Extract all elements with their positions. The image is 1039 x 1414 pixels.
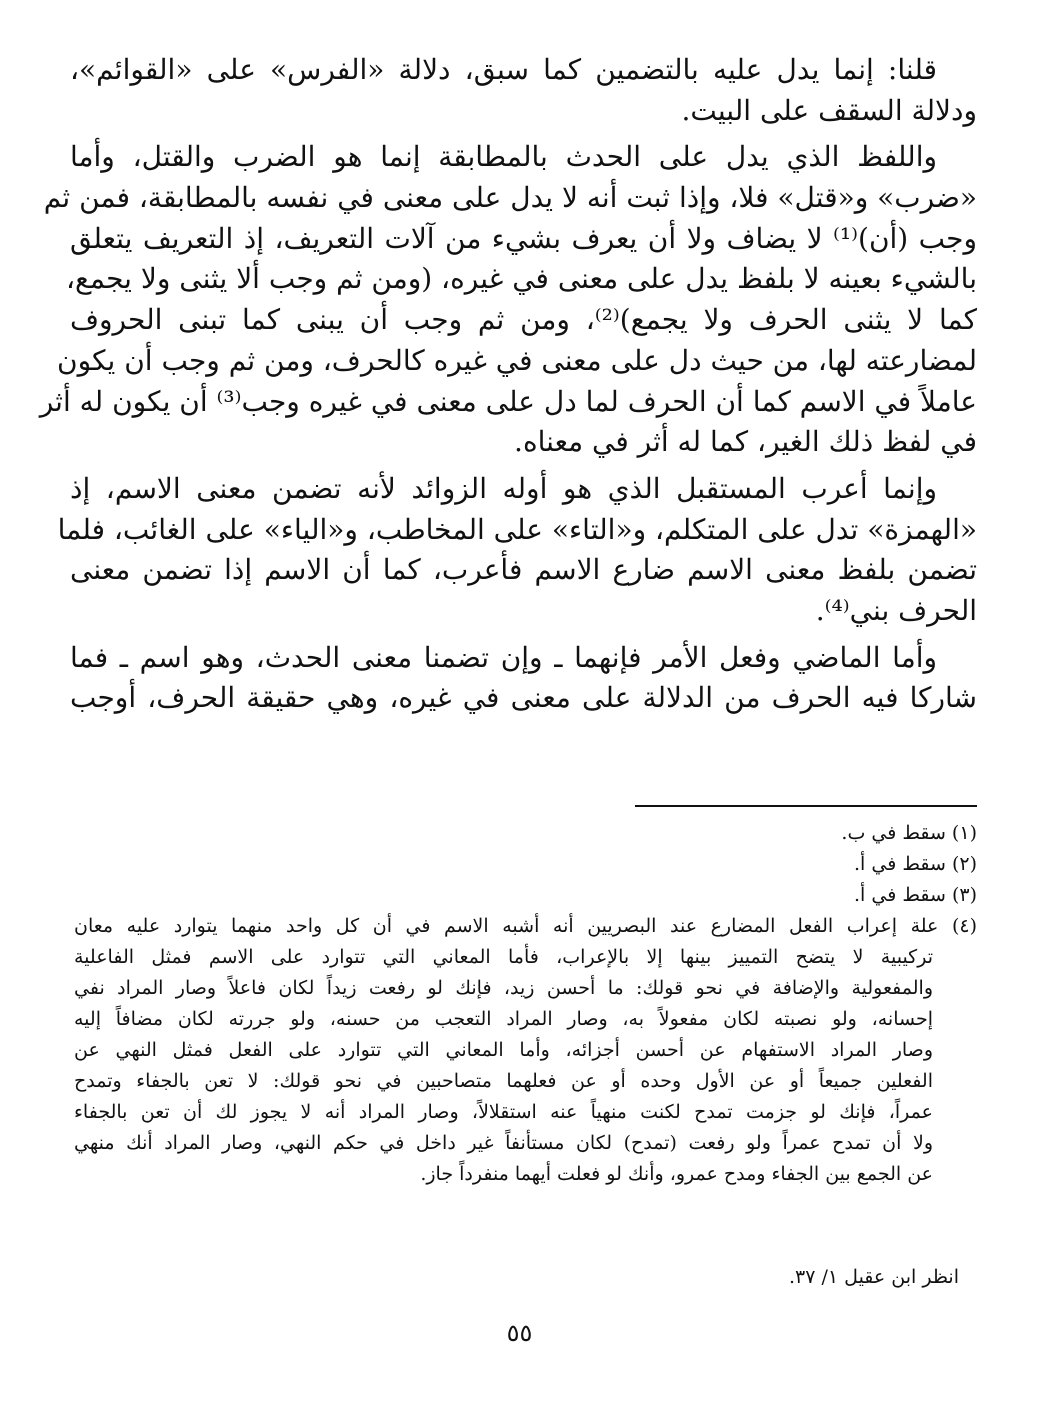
- text-line: في لفظ ذلك الغير، كما له أثر في معناه.: [514, 425, 977, 459]
- footnote-line: (٤) علة إعراب الفعل المضارع عند البصريين أنه أشبه الاسم في أن كل واحد منهما يتوارد عليه معان: [74, 915, 977, 937]
- footnote-line: عمراً، فإنك لو جزمت تمدح لكنت منهياً عنه استقلالاً، وصار المراد أنه لا يجوز لك أن تعن بالجفاء: [74, 1101, 933, 1123]
- footnote-line: ولا أن تمدح عمراً ولو رفعت (تمدح) لكان مستأنفاً غير داخل في حكم النهي، وصار المراد أنك منهي: [74, 1132, 933, 1154]
- footnote-line: وصار المراد الاستفهام عن أحسن أجزائه، وأما المعاني التي تتوارد على الفعل فمثل النهي عن: [74, 1039, 933, 1061]
- text-line: ودلالة السقف على البيت.: [681, 93, 977, 127]
- text-line: قلنا: إنما يدل عليه بالتضمين كما سبق، دلالة «الفرس» على «القوائم»،: [70, 53, 937, 86]
- footnote-line: والمفعولية والإضافة في نحو قولك: ما أحسن زيد، فإنك لو رفعت زيداً لكان فاعلاً وصار المراد نفي: [74, 977, 933, 999]
- text-line: كما لا يثنى الحرف ولا يجمع)⁽²⁾، ومن ثم وجب أن يبنى كما تبنى الحروف: [70, 303, 977, 337]
- main-text-body: [39, 50, 978, 719]
- footnote-line: عن الجمع بين الجفاء ومدح عمرو، وأنك لو فعلت أيهما منفرداً جاز.: [420, 1163, 933, 1185]
- footnote-line: (١) سقط في ب.: [841, 822, 977, 844]
- footnote-line: (٢) سقط في أ.: [854, 853, 977, 875]
- text-line: وأما الماضي وفعل الأمر فإنهما ـ وإن تضمنا معنى الحدث، وهو اسم ـ فما: [70, 640, 937, 674]
- text-line: «ضرب» و«قتل» فلا، وإذا ثبت أنه لا يدل على معنى في نفسه بالمطابقة، فمن ثم: [43, 181, 977, 215]
- text-line: وإنما أعرب المستقبل الذي هو أوله الزوائد لأنه تضمن معنى الاسم، إذ: [70, 471, 937, 505]
- text-line: بالشيء بعينه لا بلفظ يدل على معنى في غيره، (ومن ثم وجب ألا يثنى ولا يجمع،: [65, 262, 977, 296]
- text-line: لمضارعته لها، من حيث دل على معنى في غيره كالحرف، ومن ثم وجب أن يكون: [57, 343, 977, 377]
- text-line: تضمن بلفظ معنى الاسم ضارع الاسم فأعرب، كما أن الاسم إذا تضمن معنى: [70, 553, 977, 587]
- footnote-divider: [635, 805, 977, 807]
- footnote-line: الفعلين جميعاً أو عن الأول وحده أو عن فعلهما متصاحبين في نحو قولك: لا تعن بالجفاء وتمدح: [74, 1070, 933, 1092]
- footnote-line: تركيبية لا يتضح التمييز بينها إلا بالإعراب، فأما المعاني التي تتوارد على الاسم فمثل الفاعلية: [74, 946, 933, 968]
- text-line: شاركا فيه الحرف من الدلالة على معنى في غيره، وهي حقيقة الحرف، أوجب: [70, 681, 977, 715]
- page-number: ٥٥: [506, 1319, 533, 1347]
- text-line: الحرف بني⁽⁴⁾.: [815, 593, 977, 627]
- text-line: عاملاً في الاسم كما أن الحرف لما دل على معنى في غيره وجب⁽³⁾ أن يكون له أثر: [39, 384, 977, 418]
- footnotes-section: [74, 818, 977, 1190]
- text-line: وجب (أن)⁽¹⁾ لا يضاف ولا أن يعرف بشيء من آلات التعريف، إذ التعريف يتعلق: [70, 221, 978, 255]
- text-line: واللفظ الذي يدل على الحدث بالمطابقة إنما هو الضرب والقتل، وأما: [70, 140, 937, 174]
- footnote-line: إحسانه، ولو نصبته لكان مفعولاً به، وصار المراد التعجب من حسنه، ولو جررته لكان مضافاً إليه: [74, 1008, 933, 1030]
- footnote-line: (٣) سقط في أ.: [854, 884, 977, 906]
- text-line: «الهمزة» تدل على المتكلم، و«التاء» على المخاطب، و«الياء» على الغائب، فلما: [57, 512, 977, 546]
- footnote-reference: انظر ابن عقيل ١/ ٣٧.: [789, 1266, 959, 1288]
